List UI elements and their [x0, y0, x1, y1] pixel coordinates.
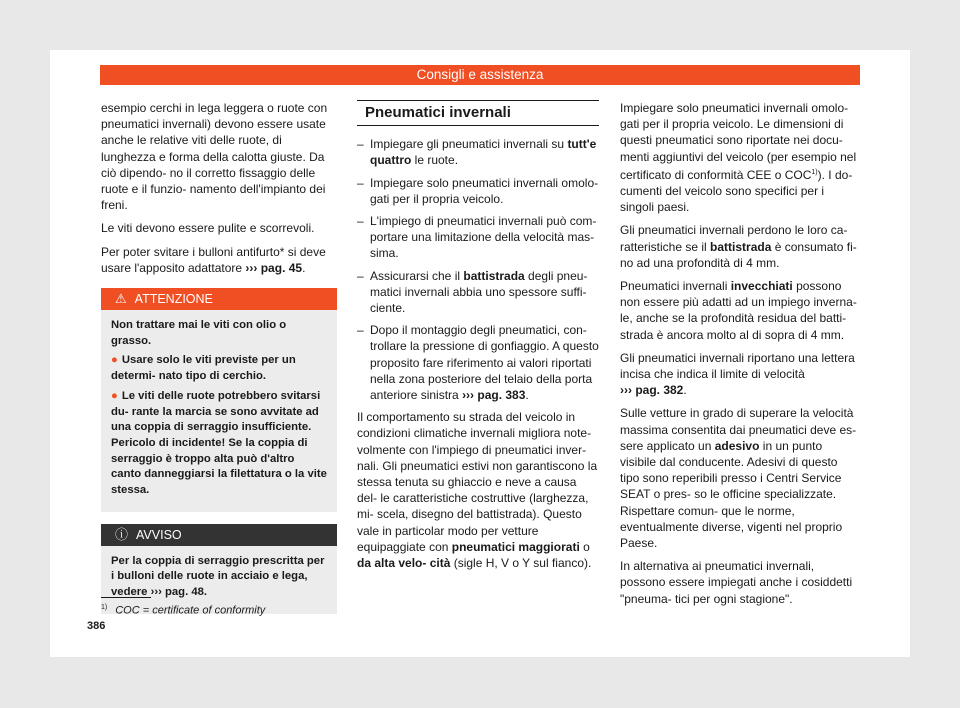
bullet-icon: ● — [111, 354, 118, 367]
warning-bullet: ● Le viti delle ruote potrebbero svitarsi du- rante la marcia se sono avvitate ad una coppia di serraggio insufficiente. Pericolo di incidente! Se la coppia di serraggio è troppo alta può d'altro canto danneggiarsi la filettatura o la vite stessa. — [111, 389, 327, 497]
paragraph: Gli pneumatici invernali perdono le loro ca- ratteristiche se il battistrada è consumato fi- no ad una profondità di 4 mm. — [620, 223, 857, 270]
paragraph: Sulle vetture in grado di superare la velocità massima consentita dai pneumatici deve es- sere applicato un adesivo in un punto visibile dal conducente. Adesivi di questo tipo sono reperibili presso i Centri Service SEAT o pres- so le officine specializzate. Rispettare comun- que le norme, eventualmente diverse, vigenti nel proprio Paese. — [620, 406, 857, 551]
list-item: – Dopo il montaggio degli pneumatici, con- trollare la pressione di gonfiaggio. A questo proposito fare riferimento ai valori riportati nella zona posteriore del telaio della porta anteriore sinistra ››› pag. 383. — [357, 323, 599, 403]
list-item: – Impiegare gli pneumatici invernali su tutt'e quattro le ruote. — [357, 137, 597, 168]
footnote-ref: 1) — [811, 168, 818, 176]
column-right — [620, 100, 858, 614]
paragraph: esempio cerchi in lega leggera o ruote con pneumatici invernali) devono essere usate anche le relative viti delle ruote, di lunghezza e forma della calotta giuste. Da ciò dipendo- no il corretto fissaggio delle ruote e il funzio- namento dell'impianto dei freni. — [101, 101, 328, 213]
column-left — [101, 100, 337, 614]
list-item: – Assicurarsi che il battistrada degli pneu- matici invernali abbia uno spessore suffi- ciente. — [357, 268, 588, 316]
paragraph: Gli pneumatici invernali riportano una lettera incisa che indica il limite di velocità ››› pag. 382. — [620, 350, 855, 398]
list-item: – Impiegare solo pneumatici invernali omolo- gati per il propria veicolo. — [357, 175, 599, 206]
page-link[interactable]: ››› pag. 45 — [245, 260, 303, 275]
footnote-marker: 1) — [101, 604, 108, 611]
section-title: Pneumatici invernali — [357, 100, 599, 126]
warning-bullet: ● Usare solo le viti previste per un determi- nato tipo di cerchio. — [111, 354, 296, 383]
bullet-icon: ● — [111, 389, 118, 402]
warning-line: Non trattare mai le viti con olio o grasso. — [111, 319, 287, 347]
warning-triangle-icon: ⚠ — [115, 291, 127, 307]
warning-title: ATTENZIONE — [134, 292, 213, 307]
paragraph: Le viti devono essere pulite e scorrevoli. — [101, 221, 315, 236]
note-header — [101, 524, 337, 546]
paragraph: Impiegare solo pneumatici invernali omolo- gati per il propria veicolo. Le dimensioni di questi pneumatici sono riportate nei docu- menti aggiuntivi del veicolo (per esempio nel certificato di conformità CEE o COC$^{1)}$). I do- cumenti del veicolo sono specifici per i singoli paesi. — [620, 101, 857, 215]
paragraph: Pneumatici invernali invecchiati possono non essere più adatti ad un impiego inverna- le, anche se la profondità residua del batti- strada è ancora molto al di sopra di 4 mm. — [620, 279, 857, 342]
note-box — [101, 524, 337, 614]
warning-header — [101, 288, 337, 310]
page-link[interactable]: ››› pag. 383 — [462, 388, 526, 403]
paragraph: In alternativa ai pneumatici invernali, possono essere impiegati anche i cosiddetti "pneuma- tici per ogni stagione". — [620, 559, 853, 606]
warning-body — [101, 310, 337, 512]
chapter-header: Consigli e assistenza — [100, 65, 860, 85]
footnote-text: COC = certificate of conformity — [115, 604, 266, 617]
paragraph: Per poter svitare i bulloni antifurto* si deve usare l'apposito adattatore ››› pag. 45. — [101, 244, 326, 275]
footnote — [101, 604, 265, 617]
page-number: 386 — [87, 620, 106, 632]
list-item: – L'impiego di pneumatici invernali può com- portare una limitazione della velocità mas- sima. — [357, 214, 597, 261]
page-link[interactable]: ››› pag. 382 — [620, 383, 684, 398]
column-middle — [357, 100, 599, 578]
footnote-divider — [101, 597, 151, 598]
paragraph: Il comportamento su strada del veicolo in condizioni climatiche invernali migliora note- volmente con l'impiego di pneumatici inver- nali. Gli pneumatici estivi non garantiscono la stessa tenuta su ghiaccio e neve a causa del- le caratteristiche costruttive (larghezza, mi- scela, disegno del battistrada). Questo vale in particolar modo per vetture equipaggiate con pneumatici maggiorati o da alta velo- cità (sigle H, V o Y sul fianco). — [357, 410, 598, 571]
warning-box — [101, 288, 337, 512]
note-text: Per la coppia di serraggio prescritta per i bulloni delle ruote in acciaio e lega, vedere ››› pag. 48. — [111, 554, 325, 599]
info-circle-icon: ⓘ — [115, 526, 129, 542]
note-title: AVVISO — [136, 527, 182, 542]
